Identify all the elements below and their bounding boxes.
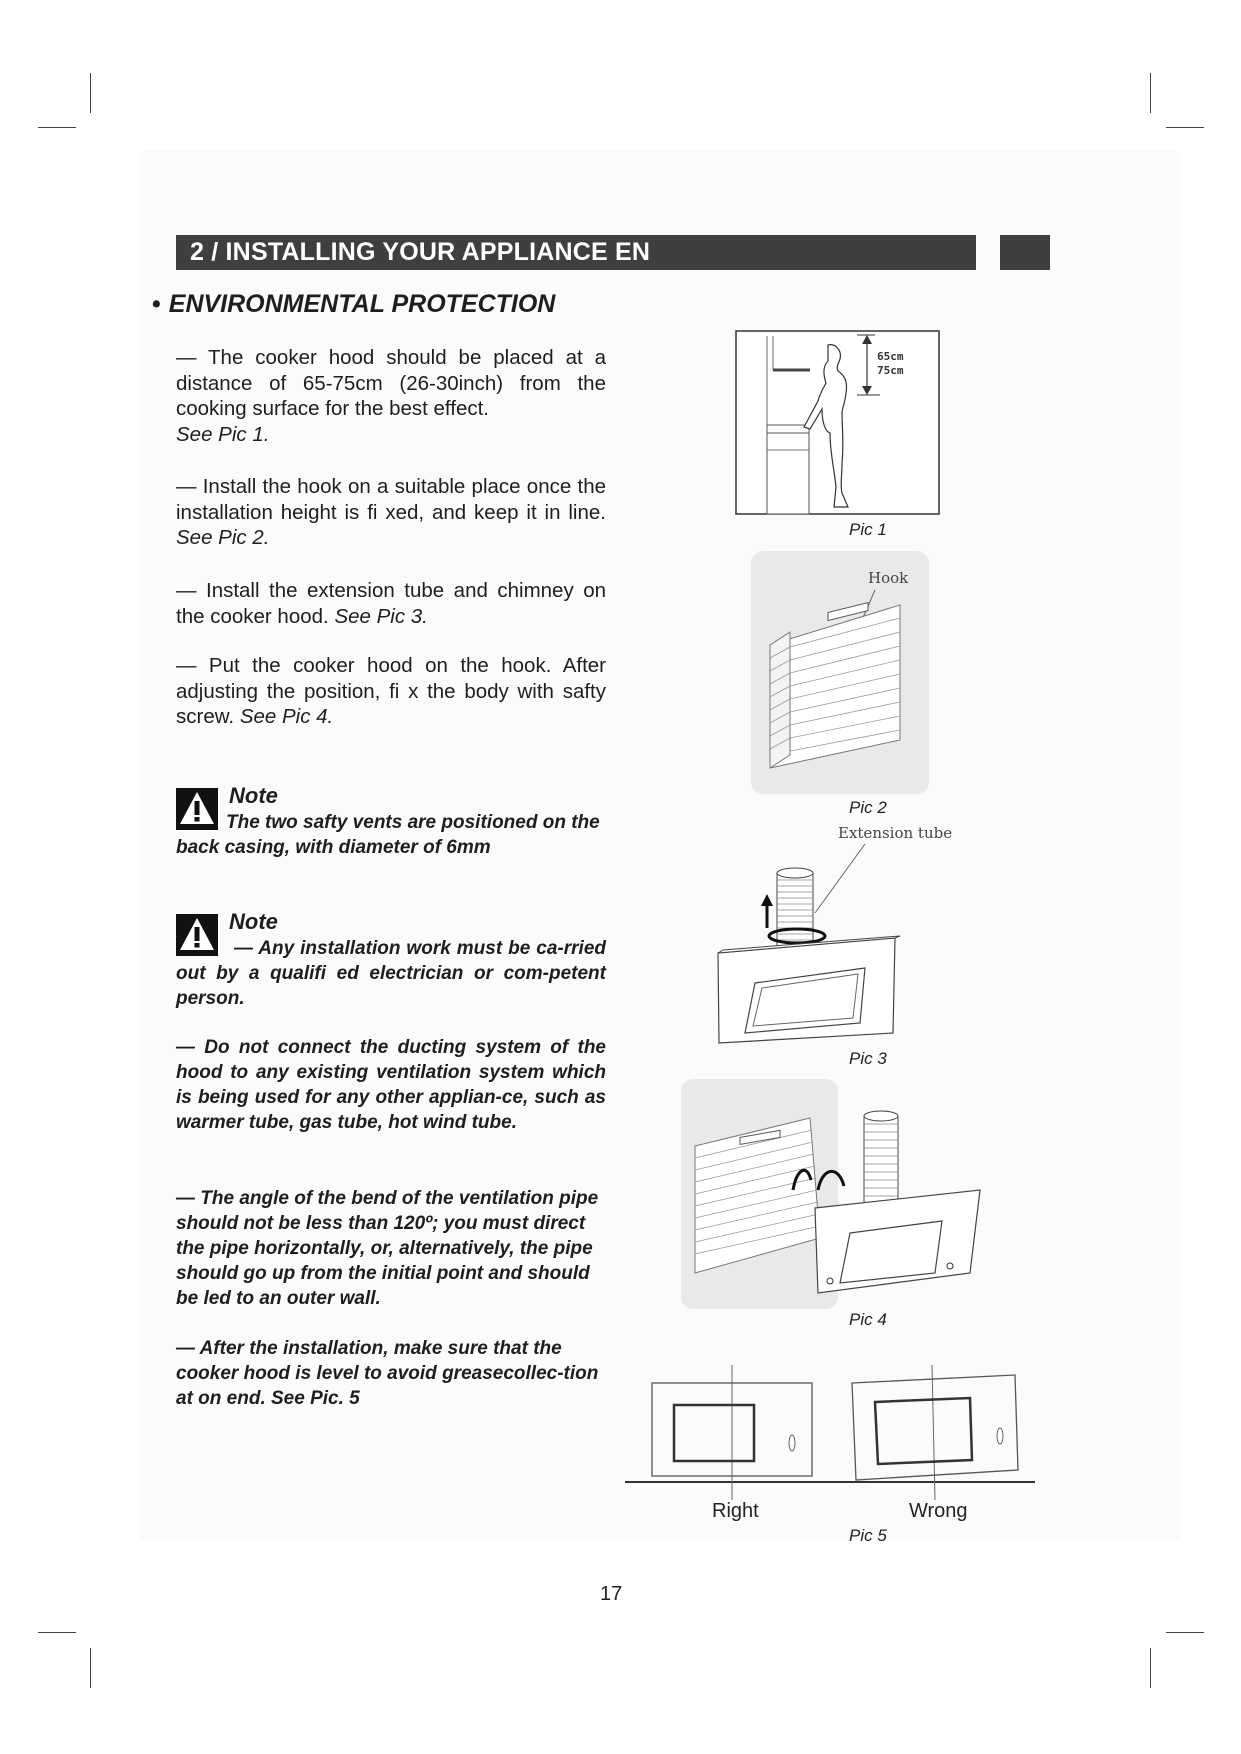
crop-mark [90,1648,91,1688]
section-title-text: ENVIRONMENTAL PROTECTION [168,290,556,318]
pic-2-label: Hook [868,569,909,587]
pic-5-wrong-label: Wrong [909,1500,968,1522]
paragraph-4 [176,653,606,730]
note-2-item-4 [176,1336,606,1411]
page-number: 17 [600,1583,623,1605]
pic-2-illustration [750,550,930,795]
pic-1-dim-bottom: 75cm [877,364,904,377]
pic-reference: See Pic 2. [176,526,270,549]
pic-5-right-label: Right [712,1500,759,1522]
pic-5-illustration [620,1360,1040,1500]
paragraph-text: — Put the cooker hood on the hook. After adjusting the position, fi x the body with safty screw. [176,654,606,728]
note-2-item-text: — Any installation work must be ca-rried out by a qualifi ed electrician or com-petent person. [176,938,606,1009]
pic-reference: See Pic 1. [176,422,270,446]
pic-4-caption: Pic 4 [849,1310,887,1329]
note-2-item-2 [176,1035,606,1135]
pic-5-caption: Pic 5 [849,1526,887,1545]
pic-3-label: Extension tube [838,824,953,842]
pic-reference: See Pic 3. [334,604,428,628]
crop-mark [38,1632,76,1633]
crop-mark [1150,73,1151,113]
paragraph-2 [176,474,606,551]
note-1-text [176,810,606,860]
bullet: • [152,290,161,318]
pic-reference: See Pic 4. [239,705,334,728]
pic-4-illustration [680,1078,985,1310]
pic-3-illustration [715,818,955,1048]
crop-mark [38,127,76,128]
note-1-title: Note [229,783,278,808]
section-header-title: 2 / INSTALLING YOUR APPLIANCE EN [190,238,651,266]
section-header-bar [176,235,976,270]
crop-mark [1166,127,1204,128]
note-2-item-text: — After the installation, make sure that the cooker hood is level to avoid greasecollec-tion at on end. See Pic. 5 [176,1338,599,1409]
crop-mark [1150,1648,1151,1688]
pic-2-caption: Pic 2 [849,798,887,817]
paragraph-text: — The cooker hood should be placed at a distance of 65-75cm (26-30inch) from the cooking surface for the best effect. [176,346,606,420]
paragraph-text: — Install the hook on a suitable place once the installation height is fi xed, and keep it in line. [176,475,606,524]
note-2-item-text: — Do not connect the ducting system of the hood to any existing ventilation system which is being used for any other applian-ce, such as warmer tube, gas tube, hot wind tube. [176,1037,606,1133]
pic-1-caption: Pic 1 [849,520,887,539]
note-2-item-3 [176,1186,606,1311]
note-1-body: The two safty vents are positioned on the back casing, with diameter of 6mm [176,812,600,858]
paragraph-text: — Install the extension tube and chimney on the cooker hood. [176,579,606,628]
note-2-title: Note [229,909,278,934]
crop-mark [1166,1632,1204,1633]
pic-1-illustration [735,330,940,515]
crop-mark [90,73,91,113]
paragraph-1 [176,345,606,447]
pic-1-dim-top: 65cm [877,350,904,363]
header-tab [1000,235,1050,270]
section-title [152,290,555,319]
note-2-item-text: — The angle of the bend of the ventilation pipe should not be less than 120º; you must direct the pipe horizontally, or, alternatively, the pipe should go up from the initial point and should be led to an outer wall. [176,1188,599,1309]
paragraph-3 [176,578,606,629]
pic-3-caption: Pic 3 [849,1049,887,1068]
note-2-item-1 [176,936,606,1011]
